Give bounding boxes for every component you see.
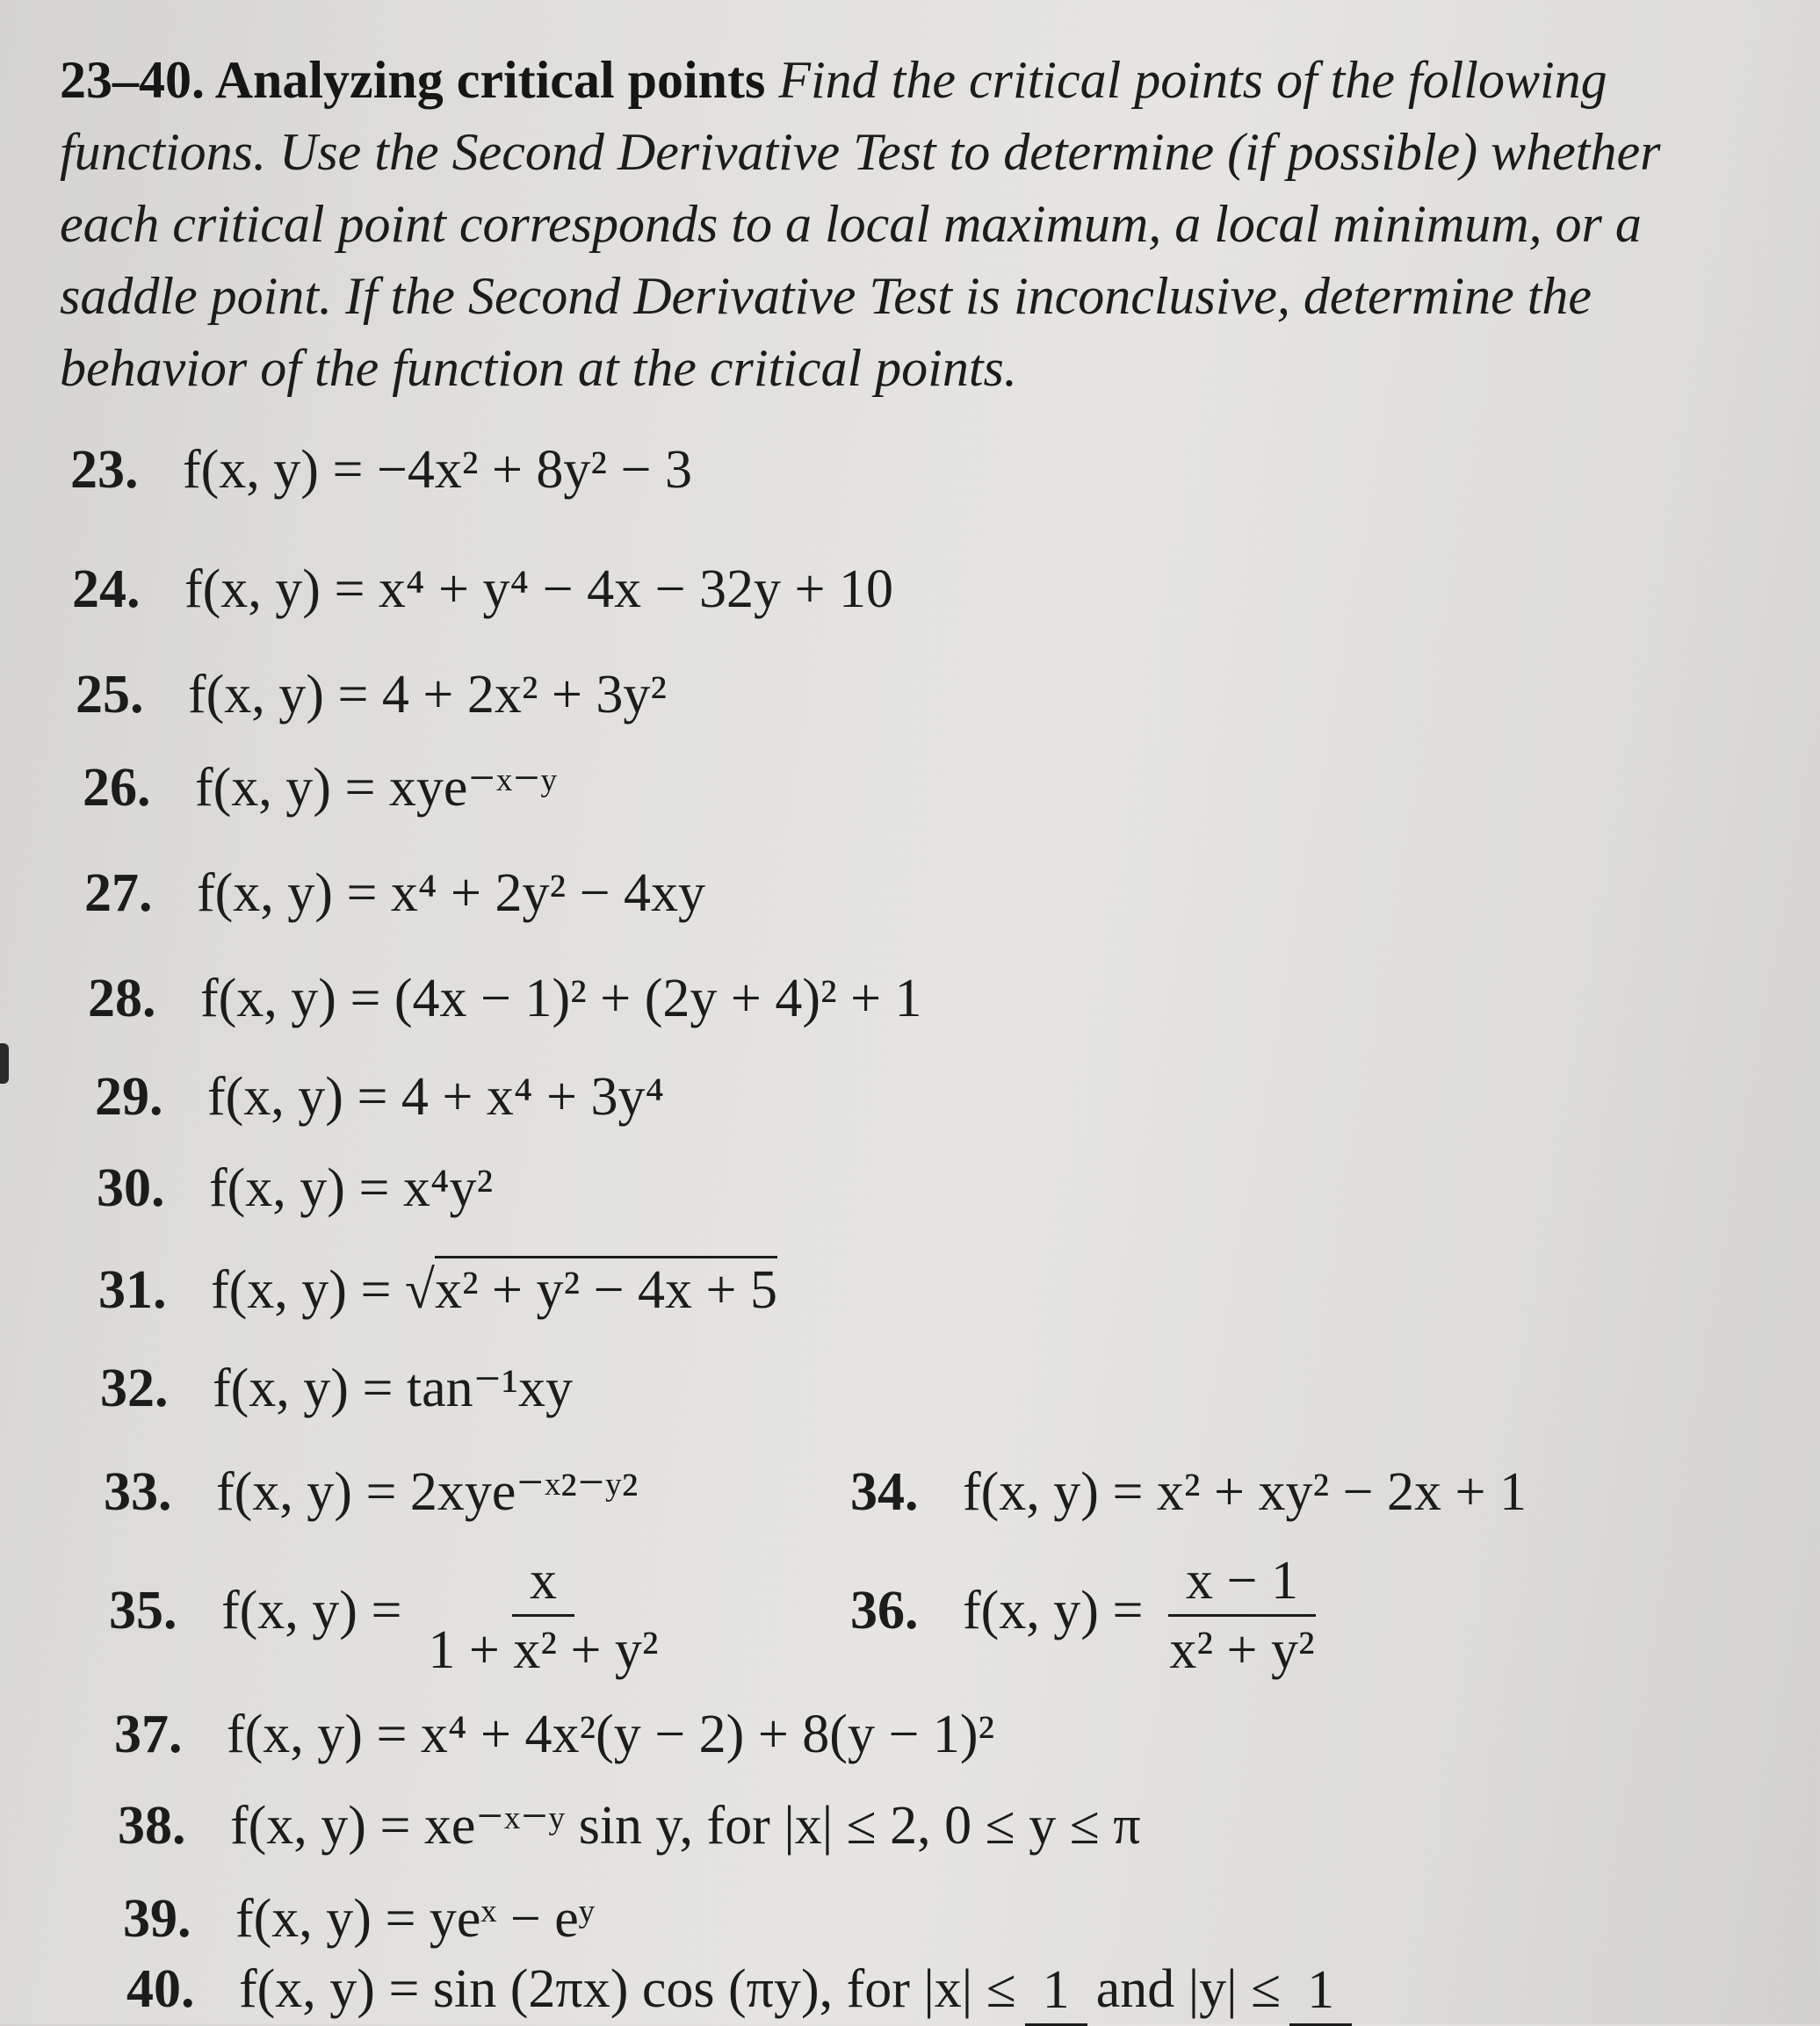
problem-number: 37. [114,1705,183,1764]
fraction-denominator: 1 + x² + y² [428,1620,659,1680]
problem-number: 39. [123,1889,191,1949]
fraction-numerator: x − 1 [1168,1553,1316,1617]
problem-number: 36. [850,1580,919,1640]
problem-number: 25. [76,665,144,725]
problem-number: 23. [70,440,139,500]
problem-expression: f(x, y) = x⁴ + y⁴ − 4x − 32y + 10 [184,559,893,619]
problem-number: 29. [95,1067,163,1127]
problem-37 [114,1704,994,1765]
problem-number: 24. [72,559,141,619]
problem-expression: f(x, y) = x² + xy² − 2x + 1 [963,1462,1527,1522]
problem-expression: f(x, y) = tan⁻¹xy [213,1359,573,1418]
problem-expression: f(x, y) = (4x − 1)² + (2y + 4)² + 1 [200,969,922,1028]
problem-30 [97,1157,493,1219]
fraction-numerator: x [512,1553,574,1617]
problem-39 [123,1888,595,1950]
exercise-instructions [60,44,1755,404]
fraction [1152,1553,1332,1678]
problem-expression: f(x, y) = xe⁻ˣ⁻ʸ sin y, for |x| ≤ 2, 0 ≤ y ≤ π [230,1796,1141,1856]
problem-23 [70,439,692,501]
expression-prefix: f(x, y) = [963,1580,1144,1640]
problem-expression: f(x, y) = 4 + x⁴ + 3y⁴ [207,1067,665,1127]
problem-number: 35. [109,1580,177,1640]
expression-prefix: f(x, y) = [221,1580,402,1640]
fraction-numerator: 1 [1289,1962,1352,2026]
radicand: x² + y² − 4x + 5 [435,1256,777,1320]
problem-number: 32. [100,1359,169,1418]
fraction-numerator: 1 [1025,1962,1087,2026]
expression-prefix: f(x, y) = √ [211,1260,435,1320]
problem-33 [104,1461,638,1523]
problem-expression: f(x, y) = 4 + 2x² + 3y² [188,665,668,725]
problem-38 [118,1795,1141,1857]
problem-29 [95,1066,664,1128]
fraction [410,1553,675,1678]
problem-number: 40. [126,1959,195,2019]
problem-expression: f(x, y) = x⁴ + 2y² − 4xy [197,863,706,923]
problem-28 [88,968,922,1029]
problem-number: 34. [850,1462,919,1522]
fraction [1289,1962,1352,2026]
problem-expression: f(x, y) = x⁴y² [209,1158,494,1218]
expression-middle: and |y| ≤ [1095,1959,1282,2019]
problem-31 [98,1259,777,1321]
problem-number: 33. [104,1462,172,1522]
problem-number: 38. [118,1796,186,1856]
problem-expression: f(x, y) = −4x² + 8y² − 3 [183,440,692,500]
problem-35 [109,1553,685,1678]
problem-number: 27. [84,863,153,923]
problem-expression: f(x, y) = yeˣ − eʸ [235,1889,596,1949]
problem-expression [239,1959,1361,2019]
problem-expression [963,1551,1341,1680]
problem-27 [84,862,705,924]
problem-expression [221,1551,685,1680]
problem-25 [76,664,667,725]
problem-number: 30. [97,1158,165,1218]
problem-expression: f(x, y) = xye⁻ˣ⁻ʸ [195,758,558,818]
problem-expression: f(x, y) = 2xye⁻ˣ²⁻ʸ² [216,1462,639,1522]
fraction-denominator: x² + y² [1169,1620,1315,1680]
problem-32 [100,1358,573,1419]
fraction [1025,1962,1087,2026]
problem-34 [850,1461,1527,1523]
expression-prefix: f(x, y) = sin (2πx) cos (πy), for |x| ≤ [239,1959,1016,2019]
problem-expression [211,1256,777,1320]
exercise-instructions-text: Find the critical points of the following functions. Use the Second Derivative Test to determine (if possible) whether each critical point corresponds to a local maximum, a local minimum, or a saddle point. If the Second Derivative Test is inconclusive, determine the behavior of the function at the critical points. [60,51,1661,397]
problem-26 [83,757,557,818]
problem-number: 26. [83,758,151,818]
exercise-heading: 23–40. Analyzing critical points [60,51,766,109]
margin-mark [0,1043,9,1084]
problem-24 [72,559,893,620]
problem-number: 31. [98,1260,167,1320]
problem-40 [126,1958,1361,2026]
problem-expression: f(x, y) = x⁴ + 4x²(y − 2) + 8(y − 1)² [227,1705,995,1764]
problem-number: 28. [88,969,156,1028]
problem-36 [850,1553,1341,1678]
